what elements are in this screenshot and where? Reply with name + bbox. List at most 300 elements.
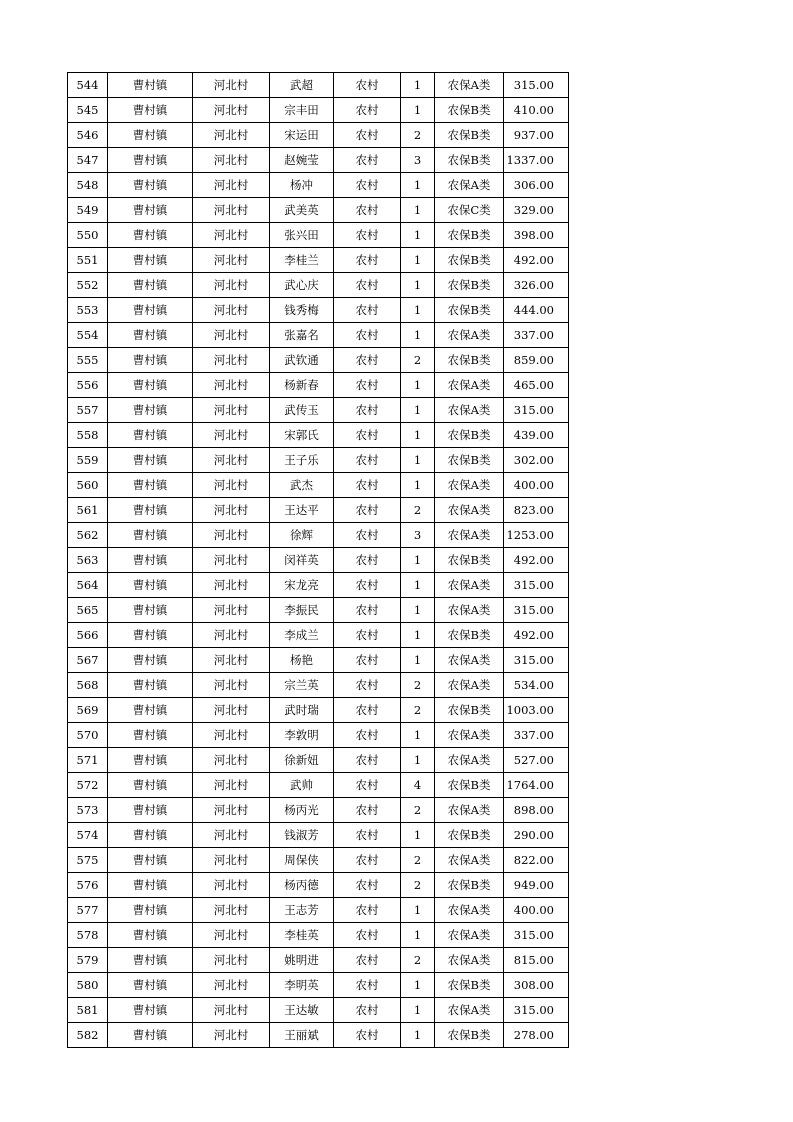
table-row [68, 623, 569, 648]
household-type-cell: 农村 [334, 223, 401, 248]
household-type-cell: 农村 [334, 648, 401, 673]
category-cell: 农保A类 [435, 373, 504, 398]
table-row [68, 973, 569, 998]
person-count-cell: 1 [401, 898, 435, 923]
town-cell: 曹村镇 [108, 773, 193, 798]
row-number-cell: 580 [68, 973, 108, 998]
village-cell: 河北村 [193, 348, 270, 373]
person-count-cell: 2 [401, 873, 435, 898]
town-cell: 曹村镇 [108, 723, 193, 748]
amount-cell: 492.00 [504, 623, 569, 648]
table-row [68, 148, 569, 173]
name-cell: 李桂兰 [270, 248, 334, 273]
category-cell: 农保B类 [435, 773, 504, 798]
person-count-cell: 1 [401, 373, 435, 398]
village-cell: 河北村 [193, 123, 270, 148]
name-cell: 闵祥英 [270, 548, 334, 573]
category-cell: 农保A类 [435, 73, 504, 98]
amount-cell: 410.00 [504, 98, 569, 123]
town-cell: 曹村镇 [108, 273, 193, 298]
household-type-cell: 农村 [334, 823, 401, 848]
table-body [68, 73, 569, 1048]
row-number-cell: 577 [68, 898, 108, 923]
village-cell: 河北村 [193, 73, 270, 98]
village-cell: 河北村 [193, 923, 270, 948]
name-cell: 徐辉 [270, 523, 334, 548]
row-number-cell: 579 [68, 948, 108, 973]
household-type-cell: 农村 [334, 548, 401, 573]
row-number-cell: 561 [68, 498, 108, 523]
village-cell: 河北村 [193, 498, 270, 523]
row-number-cell: 567 [68, 648, 108, 673]
amount-cell: 337.00 [504, 323, 569, 348]
table-row [68, 423, 569, 448]
recipient-table [67, 72, 569, 1048]
table-row [68, 598, 569, 623]
town-cell: 曹村镇 [108, 973, 193, 998]
name-cell: 李桂英 [270, 923, 334, 948]
household-type-cell: 农村 [334, 973, 401, 998]
category-cell: 农保A类 [435, 898, 504, 923]
person-count-cell: 1 [401, 748, 435, 773]
person-count-cell: 2 [401, 698, 435, 723]
category-cell: 农保A类 [435, 848, 504, 873]
person-count-cell: 1 [401, 973, 435, 998]
village-cell: 河北村 [193, 273, 270, 298]
name-cell: 杨丙德 [270, 873, 334, 898]
name-cell: 宗兰英 [270, 673, 334, 698]
amount-cell: 1003.00 [504, 698, 569, 723]
household-type-cell: 农村 [334, 798, 401, 823]
name-cell: 王达敏 [270, 998, 334, 1023]
category-cell: 农保B类 [435, 873, 504, 898]
household-type-cell: 农村 [334, 773, 401, 798]
village-cell: 河北村 [193, 548, 270, 573]
row-number-cell: 544 [68, 73, 108, 98]
amount-cell: 1253.00 [504, 523, 569, 548]
name-cell: 徐新妞 [270, 748, 334, 773]
village-cell: 河北村 [193, 748, 270, 773]
town-cell: 曹村镇 [108, 173, 193, 198]
household-type-cell: 农村 [334, 248, 401, 273]
person-count-cell: 2 [401, 123, 435, 148]
name-cell: 杨丙光 [270, 798, 334, 823]
person-count-cell: 1 [401, 198, 435, 223]
name-cell: 李振民 [270, 598, 334, 623]
table-row [68, 648, 569, 673]
person-count-cell: 2 [401, 848, 435, 873]
amount-cell: 290.00 [504, 823, 569, 848]
category-cell: 农保A类 [435, 998, 504, 1023]
household-type-cell: 农村 [334, 98, 401, 123]
amount-cell: 937.00 [504, 123, 569, 148]
table-row [68, 98, 569, 123]
name-cell: 王子乐 [270, 448, 334, 473]
category-cell: 农保A类 [435, 948, 504, 973]
town-cell: 曹村镇 [108, 898, 193, 923]
category-cell: 农保B类 [435, 348, 504, 373]
household-type-cell: 农村 [334, 698, 401, 723]
row-number-cell: 566 [68, 623, 108, 648]
category-cell: 农保A类 [435, 748, 504, 773]
person-count-cell: 1 [401, 173, 435, 198]
category-cell: 农保B类 [435, 298, 504, 323]
category-cell: 农保B类 [435, 973, 504, 998]
table-row [68, 448, 569, 473]
town-cell: 曹村镇 [108, 448, 193, 473]
category-cell: 农保A类 [435, 798, 504, 823]
row-number-cell: 568 [68, 673, 108, 698]
person-count-cell: 1 [401, 398, 435, 423]
name-cell: 钱秀梅 [270, 298, 334, 323]
person-count-cell: 1 [401, 98, 435, 123]
person-count-cell: 1 [401, 248, 435, 273]
amount-cell: 898.00 [504, 798, 569, 823]
row-number-cell: 573 [68, 798, 108, 823]
table-row [68, 948, 569, 973]
household-type-cell: 农村 [334, 273, 401, 298]
name-cell: 钱淑芳 [270, 823, 334, 848]
name-cell: 周保侠 [270, 848, 334, 873]
household-type-cell: 农村 [334, 323, 401, 348]
town-cell: 曹村镇 [108, 573, 193, 598]
table-row [68, 848, 569, 873]
row-number-cell: 558 [68, 423, 108, 448]
name-cell: 杨冲 [270, 173, 334, 198]
household-type-cell: 农村 [334, 73, 401, 98]
household-type-cell: 农村 [334, 748, 401, 773]
category-cell: 农保B类 [435, 223, 504, 248]
village-cell: 河北村 [193, 623, 270, 648]
household-type-cell: 农村 [334, 873, 401, 898]
village-cell: 河北村 [193, 898, 270, 923]
table-row [68, 248, 569, 273]
category-cell: 农保A类 [435, 648, 504, 673]
table-row [68, 673, 569, 698]
village-cell: 河北村 [193, 598, 270, 623]
table-row [68, 273, 569, 298]
village-cell: 河北村 [193, 523, 270, 548]
town-cell: 曹村镇 [108, 348, 193, 373]
name-cell: 杨新春 [270, 373, 334, 398]
category-cell: 农保B类 [435, 1023, 504, 1048]
table-row [68, 1023, 569, 1048]
name-cell: 赵婉莹 [270, 148, 334, 173]
person-count-cell: 1 [401, 273, 435, 298]
town-cell: 曹村镇 [108, 923, 193, 948]
name-cell: 王丽斌 [270, 1023, 334, 1048]
village-cell: 河北村 [193, 823, 270, 848]
person-count-cell: 1 [401, 623, 435, 648]
table-row [68, 773, 569, 798]
town-cell: 曹村镇 [108, 623, 193, 648]
town-cell: 曹村镇 [108, 248, 193, 273]
amount-cell: 815.00 [504, 948, 569, 973]
table-row [68, 198, 569, 223]
table-row [68, 723, 569, 748]
village-cell: 河北村 [193, 848, 270, 873]
name-cell: 李明英 [270, 973, 334, 998]
name-cell: 姚明进 [270, 948, 334, 973]
row-number-cell: 570 [68, 723, 108, 748]
table-row [68, 348, 569, 373]
town-cell: 曹村镇 [108, 798, 193, 823]
category-cell: 农保A类 [435, 673, 504, 698]
name-cell: 杨艳 [270, 648, 334, 673]
person-count-cell: 1 [401, 473, 435, 498]
town-cell: 曹村镇 [108, 398, 193, 423]
town-cell: 曹村镇 [108, 73, 193, 98]
household-type-cell: 农村 [334, 1023, 401, 1048]
household-type-cell: 农村 [334, 173, 401, 198]
row-number-cell: 572 [68, 773, 108, 798]
town-cell: 曹村镇 [108, 423, 193, 448]
amount-cell: 308.00 [504, 973, 569, 998]
town-cell: 曹村镇 [108, 123, 193, 148]
amount-cell: 315.00 [504, 73, 569, 98]
row-number-cell: 574 [68, 823, 108, 848]
category-cell: 农保B类 [435, 273, 504, 298]
amount-cell: 306.00 [504, 173, 569, 198]
category-cell: 农保B类 [435, 698, 504, 723]
category-cell: 农保B类 [435, 123, 504, 148]
name-cell: 武美英 [270, 198, 334, 223]
amount-cell: 315.00 [504, 398, 569, 423]
table-row [68, 123, 569, 148]
village-cell: 河北村 [193, 698, 270, 723]
row-number-cell: 551 [68, 248, 108, 273]
person-count-cell: 3 [401, 523, 435, 548]
name-cell: 李敦明 [270, 723, 334, 748]
category-cell: 农保B类 [435, 148, 504, 173]
category-cell: 农保A类 [435, 323, 504, 348]
person-count-cell: 1 [401, 73, 435, 98]
name-cell: 张兴田 [270, 223, 334, 248]
amount-cell: 949.00 [504, 873, 569, 898]
amount-cell: 337.00 [504, 723, 569, 748]
household-type-cell: 农村 [334, 573, 401, 598]
household-type-cell: 农村 [334, 123, 401, 148]
row-number-cell: 575 [68, 848, 108, 873]
village-cell: 河北村 [193, 148, 270, 173]
village-cell: 河北村 [193, 448, 270, 473]
village-cell: 河北村 [193, 223, 270, 248]
name-cell: 武钦通 [270, 348, 334, 373]
table-row [68, 298, 569, 323]
amount-cell: 859.00 [504, 348, 569, 373]
table-row [68, 73, 569, 98]
row-number-cell: 576 [68, 873, 108, 898]
amount-cell: 444.00 [504, 298, 569, 323]
name-cell: 武心庆 [270, 273, 334, 298]
village-cell: 河北村 [193, 173, 270, 198]
village-cell: 河北村 [193, 98, 270, 123]
village-cell: 河北村 [193, 473, 270, 498]
table-row [68, 523, 569, 548]
table-row [68, 573, 569, 598]
amount-cell: 822.00 [504, 848, 569, 873]
person-count-cell: 3 [401, 148, 435, 173]
category-cell: 农保A类 [435, 473, 504, 498]
row-number-cell: 555 [68, 348, 108, 373]
person-count-cell: 2 [401, 348, 435, 373]
person-count-cell: 1 [401, 923, 435, 948]
table-row [68, 323, 569, 348]
household-type-cell: 农村 [334, 623, 401, 648]
table-row [68, 548, 569, 573]
amount-cell: 400.00 [504, 898, 569, 923]
category-cell: 农保A类 [435, 598, 504, 623]
category-cell: 农保B类 [435, 548, 504, 573]
row-number-cell: 549 [68, 198, 108, 223]
row-number-cell: 546 [68, 123, 108, 148]
village-cell: 河北村 [193, 973, 270, 998]
person-count-cell: 1 [401, 723, 435, 748]
household-type-cell: 农村 [334, 673, 401, 698]
name-cell: 武传玉 [270, 398, 334, 423]
row-number-cell: 550 [68, 223, 108, 248]
person-count-cell: 1 [401, 423, 435, 448]
household-type-cell: 农村 [334, 448, 401, 473]
person-count-cell: 2 [401, 673, 435, 698]
amount-cell: 329.00 [504, 198, 569, 223]
name-cell: 宋郭氏 [270, 423, 334, 448]
town-cell: 曹村镇 [108, 523, 193, 548]
town-cell: 曹村镇 [108, 198, 193, 223]
category-cell: 农保A类 [435, 173, 504, 198]
household-type-cell: 农村 [334, 198, 401, 223]
amount-cell: 398.00 [504, 223, 569, 248]
household-type-cell: 农村 [334, 423, 401, 448]
category-cell: 农保C类 [435, 198, 504, 223]
village-cell: 河北村 [193, 248, 270, 273]
town-cell: 曹村镇 [108, 948, 193, 973]
town-cell: 曹村镇 [108, 98, 193, 123]
category-cell: 农保B类 [435, 248, 504, 273]
row-number-cell: 554 [68, 323, 108, 348]
village-cell: 河北村 [193, 673, 270, 698]
table-row [68, 173, 569, 198]
name-cell: 王志芳 [270, 898, 334, 923]
person-count-cell: 1 [401, 573, 435, 598]
person-count-cell: 1 [401, 648, 435, 673]
row-number-cell: 571 [68, 748, 108, 773]
table-row [68, 398, 569, 423]
village-cell: 河北村 [193, 298, 270, 323]
village-cell: 河北村 [193, 373, 270, 398]
village-cell: 河北村 [193, 798, 270, 823]
category-cell: 农保B类 [435, 448, 504, 473]
table-row [68, 798, 569, 823]
row-number-cell: 552 [68, 273, 108, 298]
name-cell: 宗丰田 [270, 98, 334, 123]
table-row [68, 823, 569, 848]
village-cell: 河北村 [193, 573, 270, 598]
amount-cell: 315.00 [504, 923, 569, 948]
amount-cell: 278.00 [504, 1023, 569, 1048]
table-row [68, 473, 569, 498]
town-cell: 曹村镇 [108, 298, 193, 323]
amount-cell: 534.00 [504, 673, 569, 698]
amount-cell: 527.00 [504, 748, 569, 773]
table-row [68, 373, 569, 398]
household-type-cell: 农村 [334, 998, 401, 1023]
village-cell: 河北村 [193, 198, 270, 223]
row-number-cell: 578 [68, 923, 108, 948]
person-count-cell: 1 [401, 823, 435, 848]
row-number-cell: 559 [68, 448, 108, 473]
person-count-cell: 4 [401, 773, 435, 798]
category-cell: 农保A类 [435, 398, 504, 423]
person-count-cell: 1 [401, 1023, 435, 1048]
category-cell: 农保A类 [435, 498, 504, 523]
town-cell: 曹村镇 [108, 873, 193, 898]
household-type-cell: 农村 [334, 948, 401, 973]
person-count-cell: 1 [401, 323, 435, 348]
person-count-cell: 1 [401, 998, 435, 1023]
household-type-cell: 农村 [334, 723, 401, 748]
row-number-cell: 581 [68, 998, 108, 1023]
village-cell: 河北村 [193, 398, 270, 423]
person-count-cell: 1 [401, 223, 435, 248]
table-row [68, 873, 569, 898]
person-count-cell: 2 [401, 798, 435, 823]
village-cell: 河北村 [193, 648, 270, 673]
household-type-cell: 农村 [334, 598, 401, 623]
amount-cell: 1337.00 [504, 148, 569, 173]
table-row [68, 998, 569, 1023]
town-cell: 曹村镇 [108, 548, 193, 573]
household-type-cell: 农村 [334, 898, 401, 923]
town-cell: 曹村镇 [108, 148, 193, 173]
table-row [68, 923, 569, 948]
village-cell: 河北村 [193, 998, 270, 1023]
table-row [68, 898, 569, 923]
row-number-cell: 560 [68, 473, 108, 498]
person-count-cell: 2 [401, 948, 435, 973]
category-cell: 农保A类 [435, 923, 504, 948]
town-cell: 曹村镇 [108, 323, 193, 348]
category-cell: 农保A类 [435, 523, 504, 548]
row-number-cell: 557 [68, 398, 108, 423]
household-type-cell: 农村 [334, 348, 401, 373]
amount-cell: 315.00 [504, 648, 569, 673]
row-number-cell: 548 [68, 173, 108, 198]
table-row [68, 698, 569, 723]
amount-cell: 302.00 [504, 448, 569, 473]
row-number-cell: 562 [68, 523, 108, 548]
town-cell: 曹村镇 [108, 998, 193, 1023]
name-cell: 宋运田 [270, 123, 334, 148]
category-cell: 农保B类 [435, 98, 504, 123]
village-cell: 河北村 [193, 723, 270, 748]
amount-cell: 326.00 [504, 273, 569, 298]
row-number-cell: 563 [68, 548, 108, 573]
village-cell: 河北村 [193, 423, 270, 448]
name-cell: 武时瑞 [270, 698, 334, 723]
category-cell: 农保B类 [435, 623, 504, 648]
category-cell: 农保B类 [435, 423, 504, 448]
town-cell: 曹村镇 [108, 373, 193, 398]
household-type-cell: 农村 [334, 398, 401, 423]
village-cell: 河北村 [193, 773, 270, 798]
row-number-cell: 545 [68, 98, 108, 123]
amount-cell: 439.00 [504, 423, 569, 448]
amount-cell: 315.00 [504, 598, 569, 623]
person-count-cell: 1 [401, 598, 435, 623]
amount-cell: 492.00 [504, 248, 569, 273]
person-count-cell: 2 [401, 498, 435, 523]
